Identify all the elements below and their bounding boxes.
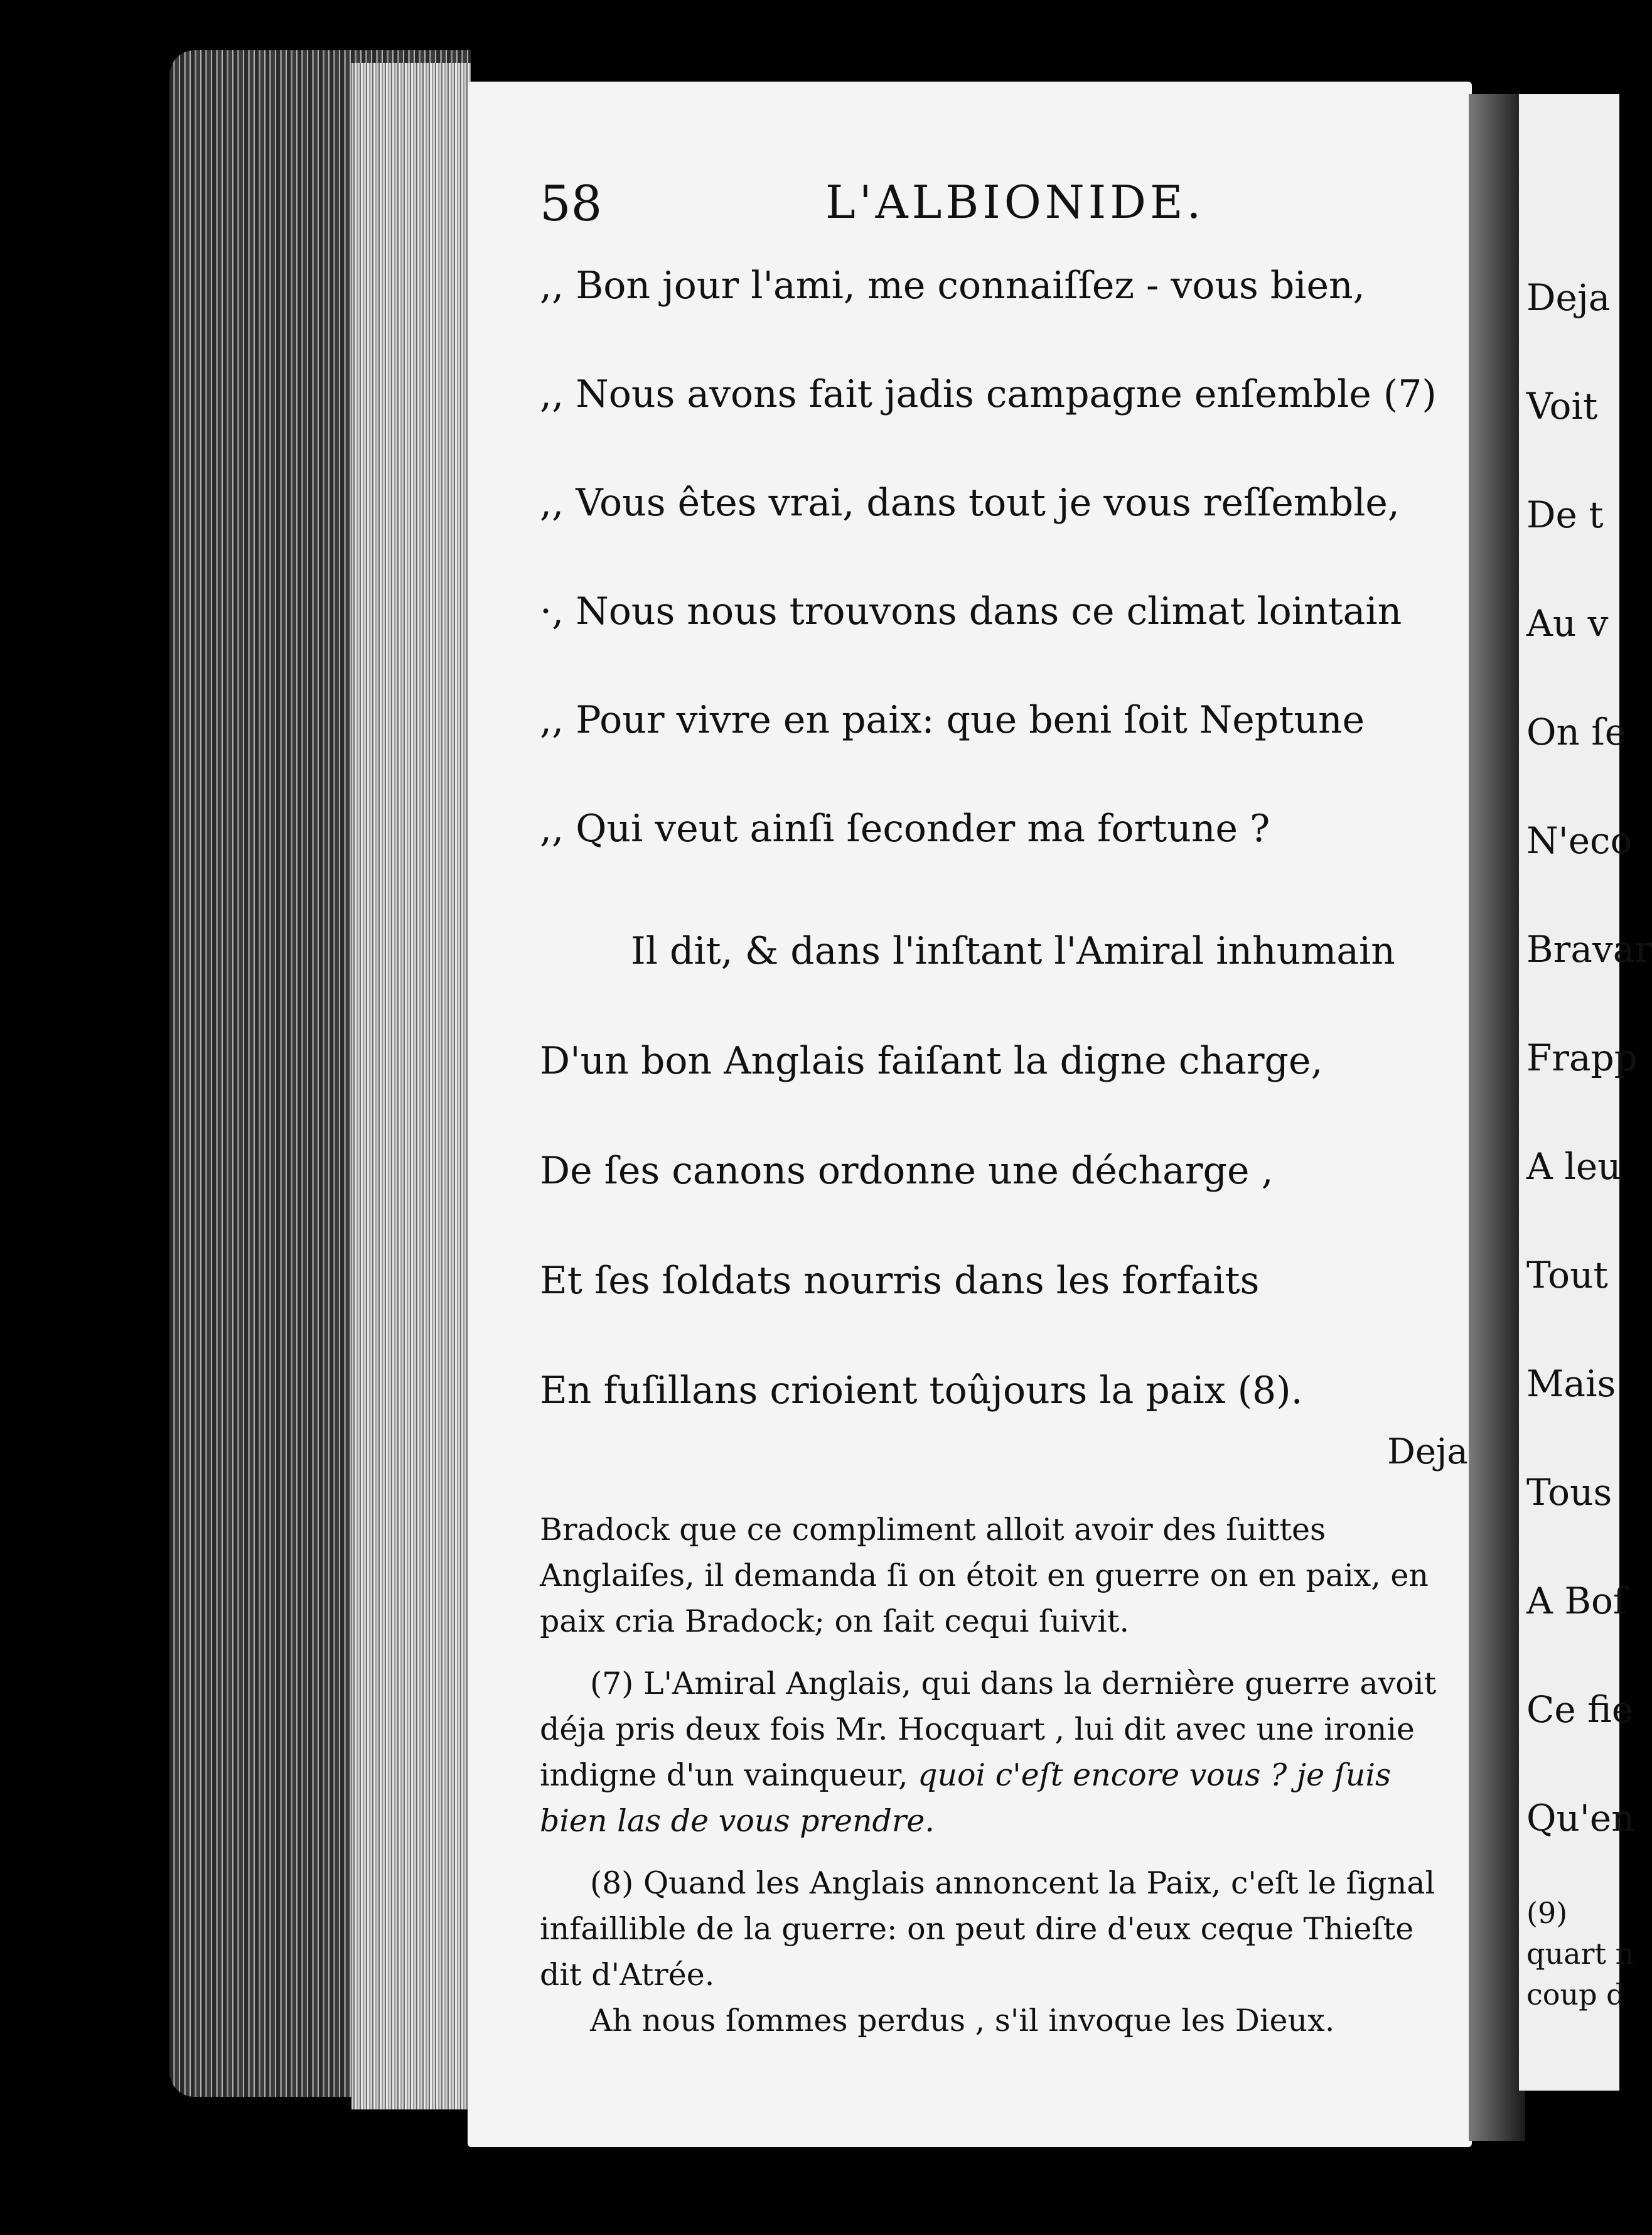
- footnote-7-text: (7) L'Amiral Anglais, qui dans la dernière guerre avoit déja pris deux fois Mr. Hocquart , lui dit avec une ironie indigne d'un vainqueur,: [540, 1666, 1437, 1793]
- facing-line: Qu'en: [1526, 1797, 1635, 1839]
- facing-line: Deja: [1526, 276, 1611, 319]
- verse-line: ,, Nous avons fait jadis campagne enſemble (7): [540, 372, 1437, 416]
- facing-note: coup d: [1526, 1978, 1625, 2011]
- verse-line: Et ſes ſoldats nourris dans les forfaits: [540, 1259, 1260, 1303]
- facing-page: [1519, 94, 1652, 2091]
- verse-line: ,, Pour vivre en paix: que beni ſoit Neptune: [540, 698, 1365, 742]
- facing-line: A Boſ: [1526, 1580, 1627, 1622]
- footnote-8: (8) Quand les Anglais annoncent la Paix, c'eſt le ſignal infaillible de la guerre: on peut dire d'eux ceque Thieſte dit d'Atrée.: [540, 1865, 1435, 1993]
- page-number: 58: [540, 176, 603, 232]
- footnotes: [540, 1507, 1456, 2060]
- footnote-8-quote: Ah nous ſommes perdus , s'il invoque les Dieux.: [590, 2003, 1335, 2038]
- facing-line: On ſe: [1526, 711, 1627, 753]
- footnote-7: [540, 1661, 1456, 1844]
- facing-line: Tous: [1526, 1471, 1612, 1514]
- footnote-continuation: Bradock que ce compliment alloit avoir des ſuittes Anglaiſes, il demanda ſi on étoit en guerre on en paix, en paix cria Bradock; on ſait cequi ſuivit.: [540, 1512, 1429, 1639]
- footnote-7-italic: quoi c'eſt encore vous ? je ſuis bien las de vous prendre.: [540, 1757, 1392, 1839]
- facing-line: Au v: [1526, 602, 1609, 645]
- verse-line: ,, Bon jour l'ami, me connaiſſez - vous bien,: [540, 264, 1365, 308]
- facing-line: Mais: [1526, 1362, 1616, 1405]
- verse-line: ,, Qui veut ainſi ſeconder ma fortune ?: [540, 807, 1270, 851]
- facing-line: De t: [1526, 493, 1604, 536]
- facing-line: Voit: [1526, 385, 1598, 428]
- facing-note: quart n: [1526, 1937, 1634, 1971]
- page-header: [540, 176, 1230, 245]
- facing-line: Ce fie: [1526, 1688, 1634, 1731]
- verse-line: En fuſillans crioient toûjours la paix (8).: [540, 1369, 1303, 1413]
- page-edges-inner: [351, 63, 471, 2109]
- facing-line: N'eco: [1526, 819, 1633, 862]
- verse-line: De ſes canons ordonne une décharge ,: [540, 1149, 1274, 1193]
- facing-line: Bravar: [1526, 928, 1652, 971]
- facing-line: Tout: [1526, 1254, 1608, 1296]
- facing-note: (9): [1526, 1896, 1568, 1930]
- verse-line: ·, Nous nous trouvons dans ce climat lointain: [540, 590, 1402, 633]
- catchword: Deja: [1387, 1431, 1468, 1472]
- verse-line: ,, Vous êtes vrai, dans tout je vous reſſemble,: [540, 481, 1400, 525]
- facing-line: A leu: [1526, 1145, 1621, 1188]
- book-gutter: [1469, 94, 1525, 2141]
- facing-line: Frapp: [1526, 1037, 1638, 1079]
- verse-line: Il dit, & dans l'inſtant l'Amiral inhumain: [631, 929, 1395, 973]
- running-title: L'ALBIONIDE.: [825, 176, 1205, 229]
- verse-line: D'un bon Anglais faiſant la digne charge,: [540, 1039, 1323, 1083]
